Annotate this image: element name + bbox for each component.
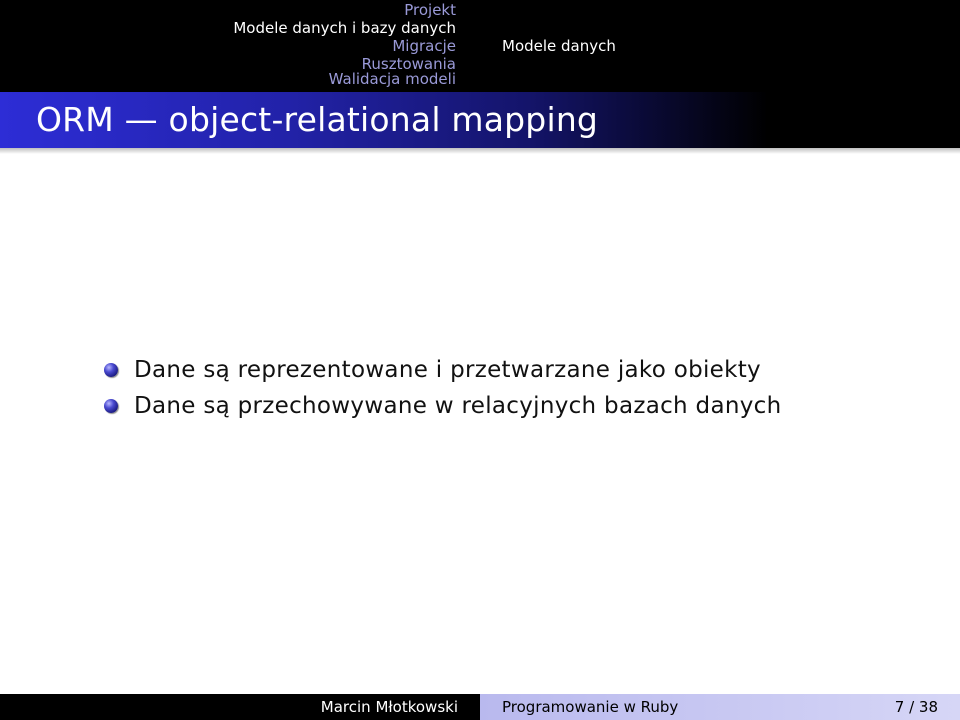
nav-section-rusztowania[interactable]: Rusztowania (361, 55, 456, 73)
nav-section-walidacja-modeli[interactable]: Walidacja modeli (328, 70, 456, 88)
bullet-text: Dane są reprezentowane i przetwarzane jako obiekty (134, 357, 761, 383)
footer-title-box (480, 694, 960, 720)
nav-section-modele-danych-i-bazy-danych[interactable]: Modele danych i bazy danych (233, 19, 456, 37)
navigation-bar (0, 0, 960, 92)
footer-presentation-title: Programowanie w Ruby (502, 698, 679, 716)
bullet-text: Dane są przechowywane w relacyjnych bazach danych (134, 393, 782, 419)
nav-section-projekt[interactable]: Projekt (404, 1, 456, 19)
ball-bullet-icon (104, 363, 118, 377)
frame-title: ORM — object-relational mapping (36, 100, 599, 139)
ball-bullet-icon (104, 399, 118, 413)
nav-section-migracje[interactable]: Migracje (392, 37, 456, 55)
footer (0, 694, 960, 720)
bullet-list (104, 352, 924, 424)
subsection-navigation (480, 0, 960, 92)
bullet-item (104, 388, 924, 424)
footer-page-number: 7 / 38 (894, 698, 938, 716)
footer-author: Marcin Młotkowski (0, 694, 480, 720)
bullet-item (104, 352, 924, 388)
nav-subsection-modele-danych[interactable]: Modele danych (502, 37, 616, 55)
frame-title-shadow (0, 148, 960, 154)
section-navigation (0, 0, 480, 92)
